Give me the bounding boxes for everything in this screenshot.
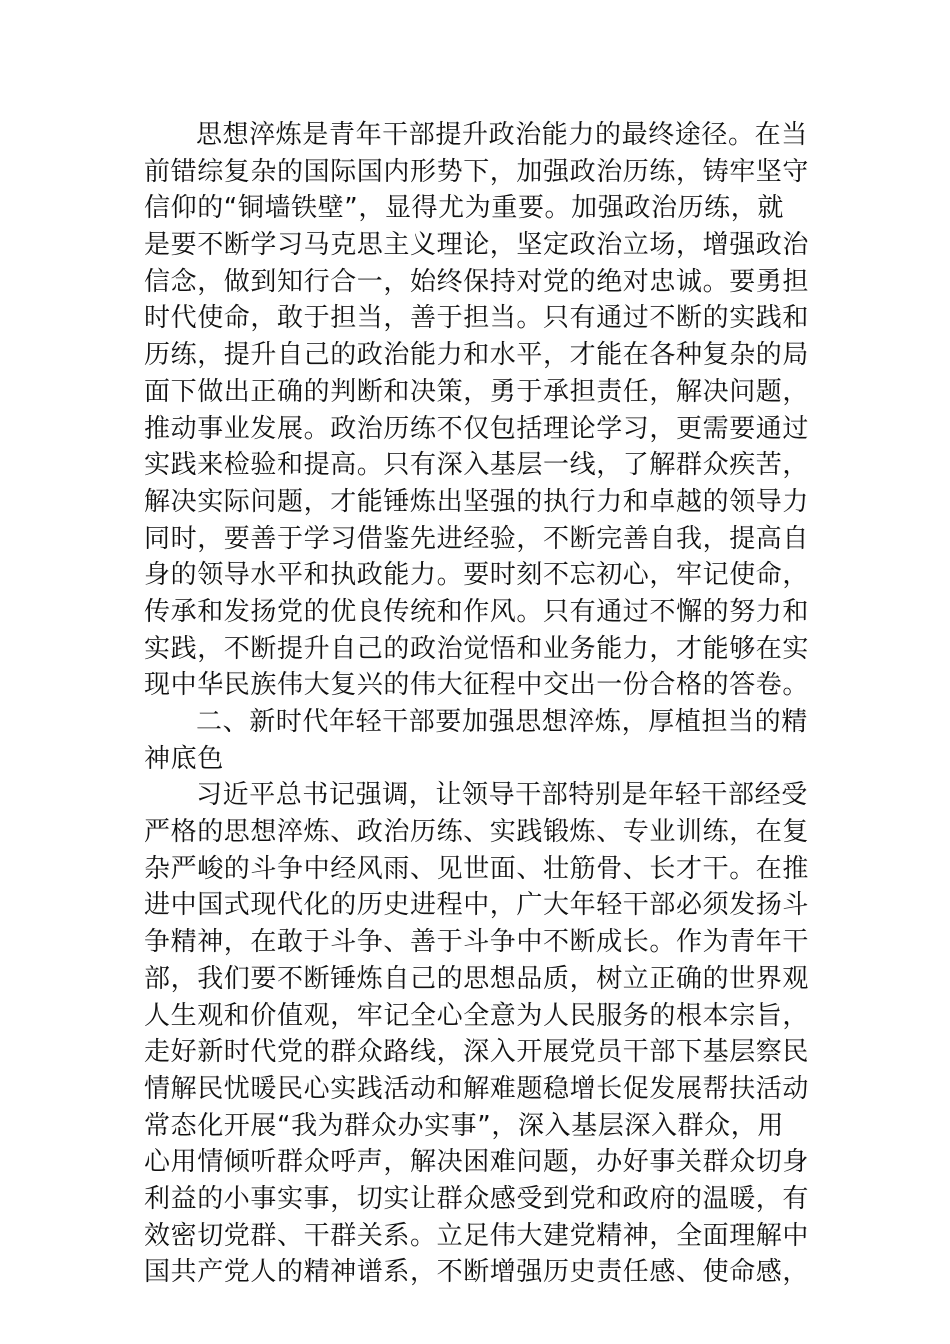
text-line: 信念，做到知行合一，始终保持对党的绝对忠诚。要勇担 <box>144 266 810 297</box>
text-line: 历练，提升自己的政治能力和水平，才能在各种复杂的局 <box>144 340 810 371</box>
section-heading-line: 神底色 <box>144 743 224 774</box>
text-line: 走好新时代党的群众路线，深入开展党员干部下基层察民 <box>144 1037 810 1068</box>
text-line: 实践，不断提升自己的政治觉悟和业务能力，才能够在实 <box>144 633 810 664</box>
text-line: 争精神，在敢于斗争、善于斗争中不断成长。作为青年干 <box>144 927 810 958</box>
text-line: 传承和发扬党的优良传统和作风。只有通过不懈的努力和 <box>144 596 810 627</box>
text-line: 国共产党人的精神谱系，不断增强历史责任感、使命感， <box>144 1257 810 1288</box>
text-line: 严格的思想淬炼、政治历练、实践锻炼、专业训练，在复 <box>144 817 810 848</box>
text-line: 解决实际问题，才能锤炼出坚强的执行力和卓越的领导力 <box>144 486 810 517</box>
text-line: 杂严峻的斗争中经风雨、见世面、壮筋骨、长才干。在推 <box>144 853 810 884</box>
text-line: 情解民忧暖民心实践活动和解难题稳增长促发展帮扶活动 <box>144 1073 810 1104</box>
text-line: 推动事业发展。政治历练不仅包括理论学习，更需要通过 <box>144 413 810 444</box>
text-line: 利益的小事实事，切实让群众感受到党和政府的温暖，有 <box>144 1183 810 1214</box>
text-line: 进中国式现代化的历史进程中，广大年轻干部必须发扬斗 <box>144 890 810 921</box>
body-text <box>144 117 810 1291</box>
text-line: 身的领导水平和执政能力。要时刻不忘初心，牢记使命， <box>144 560 810 591</box>
text-line: 习近平总书记强调，让领导干部特别是年轻干部经受 <box>196 780 808 811</box>
text-line: 实践来检验和提高。只有深入基层一线，了解群众疾苦， <box>144 450 810 481</box>
text-line: 同时，要善于学习借鉴先进经验，不断完善自我，提高自 <box>144 523 810 554</box>
text-line: 常态化开展“我为群众办实事”，深入基层深入群众，用 <box>144 1110 784 1141</box>
section-heading-line: 二、新时代年轻干部要加强思想淬炼，厚植担当的精 <box>196 707 808 737</box>
text-line: 信仰的“铜墙铁壁”，显得尤为重要。加强政治历练，就 <box>144 193 784 224</box>
text-line: 部，我们要不断锤炼自己的思想品质，树立正确的世界观 <box>144 963 810 994</box>
text-line: 效密切党群、干群关系。立足伟大建党精神，全面理解中 <box>144 1220 810 1251</box>
text-line: 现中华民族伟大复兴的伟大征程中交出一份合格的答卷。 <box>144 670 810 701</box>
text-line: 前错综复杂的国际国内形势下，加强政治历练，铸牢坚守 <box>144 156 810 187</box>
text-line: 是要不断学习马克思主义理论，坚定政治立场，增强政治 <box>144 230 810 261</box>
text-line: 面下做出正确的判断和决策，勇于承担责任，解决问题， <box>144 376 810 407</box>
text-line: 心用情倾听群众呼声，解决困难问题，办好事关群众切身 <box>144 1147 810 1178</box>
text-line: 人生观和价值观，牢记全心全意为人民服务的根本宗旨， <box>144 1000 810 1031</box>
text-line: 思想淬炼是青年干部提升政治能力的最终途径。在当 <box>196 120 808 150</box>
text-line: 时代使命，敢于担当，善于担当。只有通过不断的实践和 <box>144 303 810 334</box>
